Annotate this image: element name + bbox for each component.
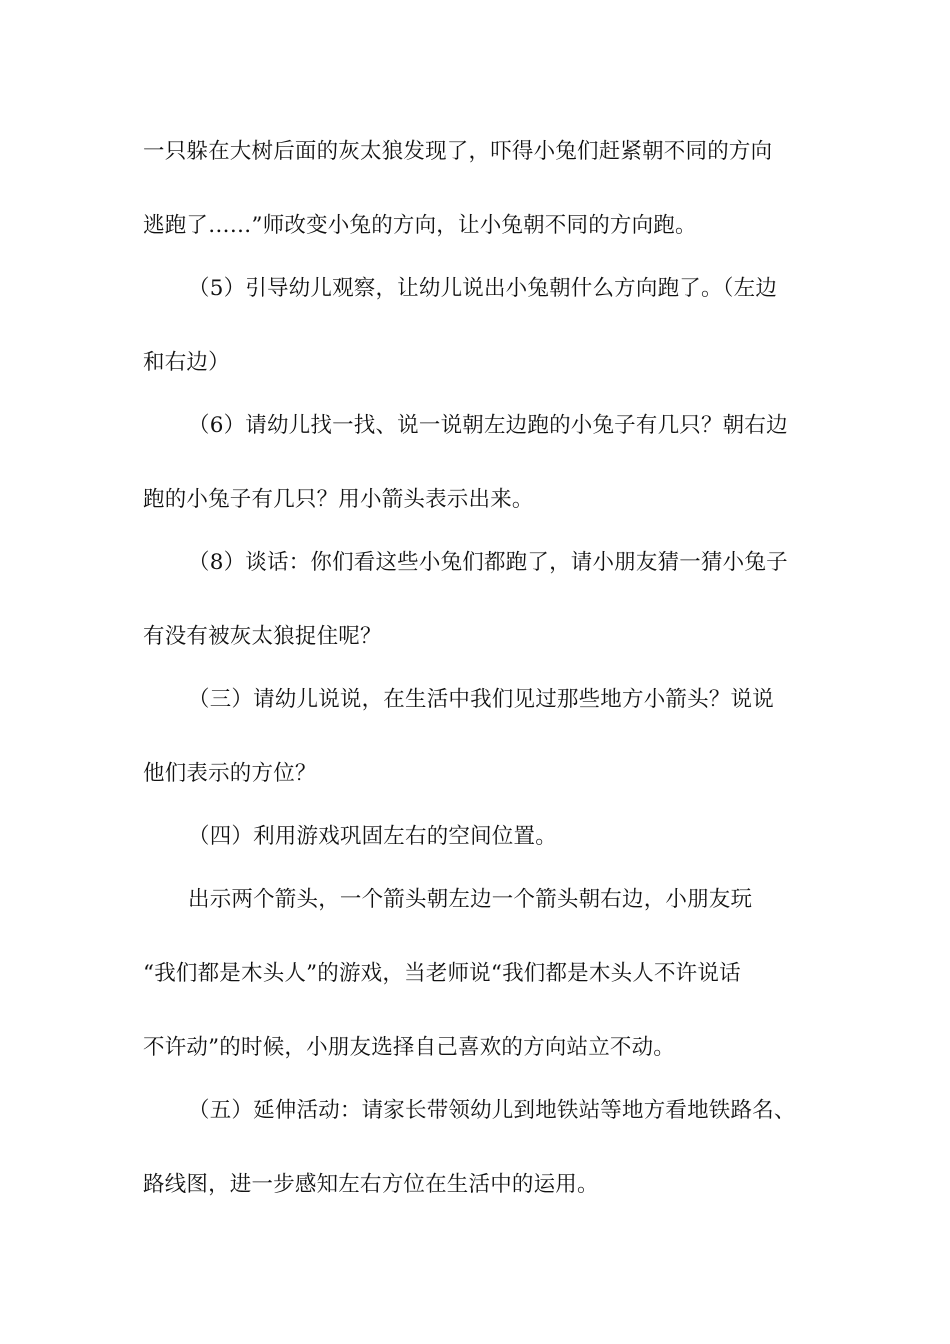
text-line-8: 有没有被灰太狼捉住呢？ — [143, 624, 382, 649]
text-line-5: （6）请幼儿找一找、说一说朝左边跑的小兔子有几只？朝右边 — [188, 413, 788, 438]
text-line-6: 跑的小兔子有几只？用小箭头表示出来。 — [143, 487, 534, 512]
text-line-15: （五）延伸活动：请家长带领幼儿到地铁站等地方看地铁路名、 — [188, 1098, 796, 1123]
text-line-2: 逃跑了……”师改变小兔的方向，让小兔朝不同的方向跑。 — [143, 213, 697, 238]
text-line-9: （三）请幼儿说说，在生活中我们见过那些地方小箭头？说说 — [188, 687, 774, 712]
text-line-4: 和右边） — [143, 350, 230, 375]
text-line-11: （四）利用游戏巩固左右的空间位置。 — [188, 824, 557, 849]
text-line-12: 出示两个箭头，一个箭头朝左边一个箭头朝右边，小朋友玩 — [188, 887, 753, 912]
text-line-3: （5）引导幼儿观察，让幼儿说出小兔朝什么方向跑了。（左边 — [188, 276, 778, 301]
text-line-13: “我们都是木头人”的游戏，当老师说“我们都是木头人不许说话 — [143, 961, 741, 986]
text-line-1: 一只躲在大树后面的灰太狼发现了，吓得小兔们赶紧朝不同的方向 — [143, 139, 773, 164]
text-line-16: 路线图，进一步感知左右方位在生活中的运用。 — [143, 1172, 599, 1197]
text-line-14: 不许动”的时候，小朋友选择自己喜欢的方向站立不动。 — [143, 1035, 675, 1060]
text-line-7: （8）谈话：你们看这些小兔们都跑了，请小朋友猜一猜小兔子 — [188, 550, 788, 575]
text-line-10: 他们表示的方位？ — [143, 761, 317, 786]
